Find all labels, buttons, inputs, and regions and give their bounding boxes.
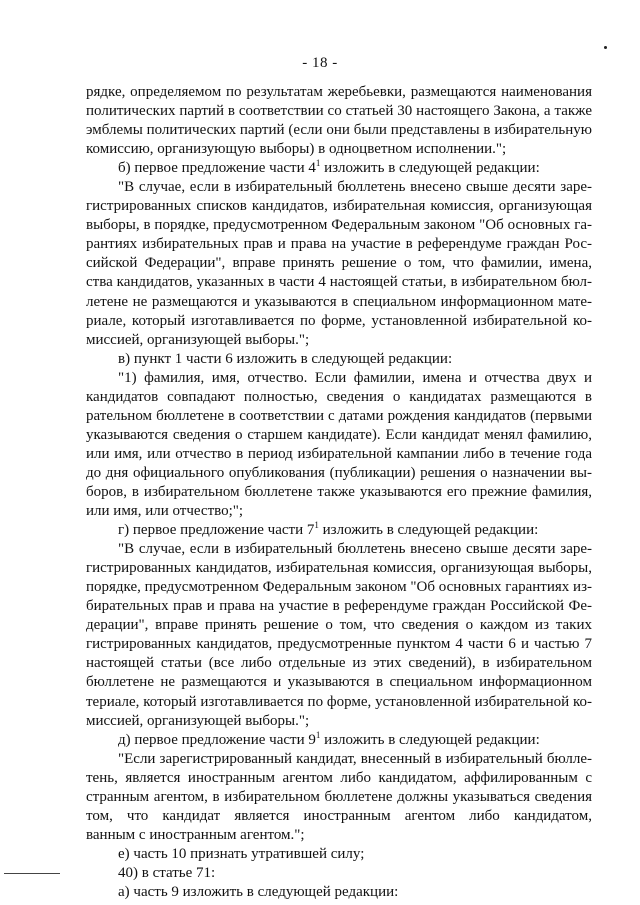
footer-rule xyxy=(4,873,60,874)
text-line xyxy=(86,845,592,864)
superscript: 1 xyxy=(315,729,321,740)
text-line-content: выборы, в порядке, предусмотренном Федеральным законом "Об основных га- xyxy=(86,217,592,234)
text-line-content: а) часть 9 изложить в следующей редакции: xyxy=(118,883,399,900)
text-line xyxy=(86,426,592,445)
text-line-content: териале, который изготавливается по форме, установленной избирательной ко- xyxy=(86,693,592,710)
text-line-content: "Если зарегистрированный кандидат, внесенный в избирательный бюлле- xyxy=(118,750,592,767)
text-line xyxy=(86,616,592,635)
text-line-content: настоящей статьи (все либо отдельные из этих сведений), в избирательном xyxy=(86,655,592,672)
text-line-continuation: изложить в следующей редакции: xyxy=(318,522,539,539)
text-line-content: гистрированных кандидатов, предусмотренные пунктом 4 части 6 и частью 7 xyxy=(86,636,592,653)
text-line xyxy=(86,635,592,654)
text-line-content: сийской Федерации", вправе принять решение о том, что фамилии, имена, xyxy=(86,255,592,272)
text-line-content: странным агентом, в избирательном бюллетене должны указываться сведения xyxy=(86,788,592,805)
text-line-content: комиссию, организующую выборы) в одноцветном исполнении."; xyxy=(86,141,507,158)
text-line xyxy=(86,140,592,159)
text-line-content: миссией, организующей выборы."; xyxy=(86,712,310,729)
text-line xyxy=(86,369,592,388)
text-line xyxy=(86,578,592,597)
text-line-continuation: изложить в следующей редакции: xyxy=(320,731,540,748)
text-line-content: эмблемы политических партий (если они были представлены в избирательную xyxy=(86,122,592,139)
text-line xyxy=(86,407,592,426)
text-line-content: до дня официального опубликования (публикации) решения о назначении вы- xyxy=(86,464,592,481)
text-line xyxy=(86,864,592,883)
document-body xyxy=(86,83,592,902)
text-line-content: дерации", вправе принять решение о том, что сведения о каждом из таких xyxy=(86,617,592,634)
text-line xyxy=(86,654,592,673)
text-line-continuation: изложить в следующей редакции: xyxy=(320,160,540,177)
text-line-content: д) первое предложение части 9 xyxy=(118,731,316,748)
text-line xyxy=(86,445,592,464)
text-line-content: в) пункт 1 части 6 изложить в следующей редакции: xyxy=(118,350,453,367)
text-line-content: боров, в избирательном бюллетене также указываются его прежние фамилия, xyxy=(86,483,592,500)
text-line-content: "В случае, если в избирательный бюллетень внесено свыше десяти заре- xyxy=(118,179,592,196)
text-line-content: бюллетене не размещаются и указываются в специальном информационном xyxy=(86,674,592,691)
text-line-content: или имя, или отчество;"; xyxy=(86,503,244,520)
text-line xyxy=(86,216,592,235)
text-line xyxy=(86,331,592,350)
text-line-content: "В случае, если в избирательный бюллетень внесено свыше десяти заре- xyxy=(118,541,592,558)
text-line xyxy=(86,121,592,140)
text-line xyxy=(86,769,592,788)
text-line xyxy=(86,464,592,483)
text-line xyxy=(86,83,592,102)
text-line xyxy=(86,102,592,121)
text-line xyxy=(86,254,592,273)
superscript: 1 xyxy=(315,158,321,169)
text-line-content: б) первое предложение части 4 xyxy=(118,160,316,177)
text-line-content: порядке, предусмотренном Федеральным законом "Об основных гарантиях из- xyxy=(86,579,592,596)
text-line-content: указываются сведения о старшем кандидате). Если кандидат менял фамилию, xyxy=(86,426,592,443)
text-line-content: г) первое предложение части 7 xyxy=(118,522,315,539)
scan-speck xyxy=(604,46,607,49)
text-line xyxy=(86,807,592,826)
text-line xyxy=(86,388,592,407)
text-line xyxy=(86,350,592,369)
text-line xyxy=(86,673,592,692)
text-line-content: гистрированных списков кандидатов, избирательная комиссия, организующая xyxy=(86,198,592,215)
text-line-content: или имя, или отчество в период избирательной кампании либо в течение года xyxy=(86,445,592,462)
text-line-content: летене не размещаются и указываются в специальном информационном мате- xyxy=(86,293,592,310)
text-line xyxy=(86,826,592,845)
text-line-content: том, что кандидат является иностранным агентом либо кандидатом, xyxy=(86,807,592,824)
text-line-content: "1) фамилия, имя, отчество. Если фамилии, имена и отчества двух и xyxy=(118,369,592,386)
text-line-content: миссией, организующей выборы."; xyxy=(86,331,310,348)
text-line xyxy=(86,693,592,712)
text-line xyxy=(86,197,592,216)
text-line xyxy=(86,273,592,292)
text-line-content: ванным с иностранным агентом."; xyxy=(86,826,305,843)
text-line xyxy=(86,312,592,331)
text-line-content: бирательных прав и права на участие в референдуме граждан Российской Фе- xyxy=(86,598,592,615)
text-line xyxy=(86,731,592,750)
text-line-content: рательном бюллетене в соответствии с датами рождения кандидатов (первыми xyxy=(86,407,592,424)
text-line xyxy=(86,483,592,502)
superscript: 1 xyxy=(314,520,319,531)
text-line xyxy=(86,235,592,254)
text-line-content: риале, который изготавливается по форме, установленной избирательной ко- xyxy=(86,312,592,329)
text-line xyxy=(86,597,592,616)
text-line-content: политических партий в соответствии со статьей 30 настоящего Закона, а также xyxy=(86,103,592,120)
text-line xyxy=(86,540,592,559)
text-line-content: рядке, определяемом по результатам жеребьевки, размещаются наименования xyxy=(86,84,592,100)
text-line-content: кандидатов совпадают полностью, сведения о кандидатах размещаются в xyxy=(86,388,592,405)
text-line xyxy=(86,750,592,769)
text-line xyxy=(86,159,592,178)
text-line-content: тень, является иностранным агентом либо кандидатом, аффилированным с xyxy=(86,769,592,786)
text-line xyxy=(86,559,592,578)
text-line-content: гистрированных кандидатов, избирательная комиссия, организующая выборы, xyxy=(86,560,592,577)
text-line xyxy=(86,502,592,521)
page-number: - 18 - xyxy=(302,55,338,71)
text-line xyxy=(86,521,592,540)
text-line-content: е) часть 10 признать утратившей силу; xyxy=(118,845,365,862)
text-line-content: рантиях избирательных прав и права на участие в референдуме граждан Рос- xyxy=(86,236,592,253)
text-line xyxy=(86,883,592,902)
text-line xyxy=(86,178,592,197)
text-line-content: 40) в статье 71: xyxy=(118,864,216,881)
text-line xyxy=(86,293,592,312)
text-line xyxy=(86,712,592,731)
text-line-content: ства кандидатов, указанных в части 4 настоящей статьи, в избирательном бюл- xyxy=(86,274,592,291)
text-line xyxy=(86,788,592,807)
